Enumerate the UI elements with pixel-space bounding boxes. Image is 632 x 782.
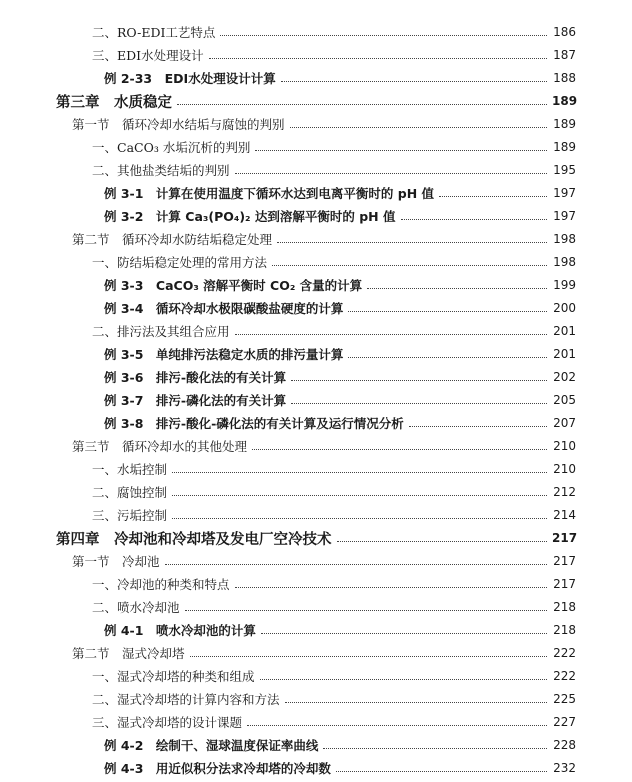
leader-dots — [291, 380, 547, 381]
toc-entry-page: 222 — [553, 669, 576, 683]
toc-entry-page: 214 — [553, 508, 576, 522]
leader-dots — [185, 610, 547, 611]
toc-entry — [0, 595, 632, 619]
toc-entry-page: 222 — [553, 646, 576, 660]
toc-entry-title: 例 4-1 喷水冷却池的计算 — [104, 623, 256, 638]
toc-entry — [0, 365, 632, 389]
leader-dots — [337, 541, 548, 542]
toc-entry-title: 例 3-7 排污-磷化法的有关计算 — [104, 393, 287, 408]
toc-entry-page: 195 — [553, 163, 576, 177]
leader-dots — [281, 81, 547, 82]
toc-entry — [0, 572, 632, 596]
toc-entry-page: 198 — [553, 232, 576, 246]
toc-entry-page: 202 — [553, 370, 576, 384]
toc-entry — [0, 204, 632, 228]
toc-entry — [0, 687, 632, 711]
toc-entry — [0, 66, 632, 90]
leader-dots — [260, 679, 547, 680]
toc-entry-title: 例 2-33 EDI水处理设计计算 — [104, 71, 276, 86]
toc-entry — [0, 112, 632, 136]
leader-dots — [172, 518, 547, 519]
toc-entry-title: 一、水垢控制 — [92, 462, 168, 477]
toc-entry-title: 三、EDI水处理设计 — [92, 48, 204, 63]
toc-entry-page: 189 — [553, 117, 576, 131]
toc-entry — [0, 480, 632, 504]
leader-dots — [285, 702, 547, 703]
leader-dots — [165, 564, 547, 565]
toc-entry-title: 例 3-4 循环冷却水极限碳酸盐硬度的计算 — [104, 301, 344, 316]
toc-entry-page: 205 — [553, 393, 576, 407]
leader-dots — [235, 173, 547, 174]
leader-dots — [261, 633, 547, 634]
leader-dots — [367, 288, 547, 289]
toc-entry — [0, 89, 632, 113]
toc-entry — [0, 664, 632, 688]
toc-entry-title: 例 3-8 排污-酸化-磷化法的有关计算及运行情况分析 — [104, 416, 404, 431]
toc-entry-page: 218 — [553, 623, 576, 637]
toc-entry-page: 218 — [553, 600, 576, 614]
toc-entry-title: 第一节 循环冷却水结垢与腐蚀的判别 — [72, 117, 285, 132]
toc-entry — [0, 733, 632, 757]
toc-entry-title: 例 3-5 单纯排污法稳定水质的排污量计算 — [104, 347, 344, 362]
leader-dots — [290, 127, 547, 128]
toc-entry — [0, 342, 632, 366]
leader-dots — [291, 403, 547, 404]
toc-entry-page: 228 — [553, 738, 576, 752]
toc-entry — [0, 273, 632, 297]
toc-entry-title: 第二节 循环冷却水防结垢稳定处理 — [72, 232, 273, 247]
toc-entry-title: 二、喷水冷却池 — [92, 600, 180, 615]
toc-entry-title: 例 3-1 计算在使用温度下循环水达到电离平衡时的 pH 值 — [104, 186, 435, 201]
toc-entry-title: 第三章 水质稳定 — [56, 94, 172, 111]
toc-entry-page: 201 — [553, 324, 576, 338]
toc-entry — [0, 319, 632, 343]
toc-entry-page: 201 — [553, 347, 576, 361]
toc-entry-title: 二、其他盐类结垢的判别 — [92, 163, 230, 178]
toc-entry-title: 例 3-2 计算 Ca₃(PO₄)₂ 达到溶解平衡时的 pH 值 — [104, 209, 396, 224]
leader-dots — [348, 311, 547, 312]
toc-entry — [0, 20, 632, 44]
toc-entry-title: 一、防结垢稳定处理的常用方法 — [92, 255, 268, 270]
leader-dots — [348, 357, 547, 358]
toc-entry-page: 207 — [553, 416, 576, 430]
toc-entry-page: 186 — [553, 25, 576, 39]
leader-dots — [252, 449, 547, 450]
toc-entry-title: 例 4-3 用近似积分法求冷却塔的冷却数 — [104, 761, 331, 776]
toc-entry-page: 227 — [553, 715, 576, 729]
toc-entry-page: 212 — [553, 485, 576, 499]
toc-entry — [0, 43, 632, 67]
leader-dots — [272, 265, 547, 266]
toc-entry-title: 二、排污法及其组合应用 — [92, 324, 230, 339]
toc-entry — [0, 411, 632, 435]
leader-dots — [247, 725, 547, 726]
toc-entry-title: 例 3-6 排污-酸化法的有关计算 — [104, 370, 287, 385]
toc-entry-title: 二、腐蚀控制 — [92, 485, 168, 500]
toc-entry-title: 例 3-3 CaCO₃ 溶解平衡时 CO₂ 含量的计算 — [104, 278, 363, 293]
toc-entry — [0, 503, 632, 527]
toc-entry-title: 三、污垢控制 — [92, 508, 168, 523]
toc-entry — [0, 618, 632, 642]
toc-entry-title: 第一节 冷却池 — [72, 554, 160, 569]
toc-entry — [0, 250, 632, 274]
leader-dots — [323, 748, 547, 749]
toc-entry-page: 217 — [552, 531, 578, 545]
leader-dots — [235, 587, 547, 588]
toc-entry-page: 217 — [553, 554, 576, 568]
leader-dots — [235, 334, 547, 335]
toc-entry-page: 210 — [553, 439, 576, 453]
toc-entry-page: 189 — [552, 94, 578, 108]
leader-dots — [439, 196, 547, 197]
toc-entry — [0, 135, 632, 159]
toc-entry-title: 第二节 湿式冷却塔 — [72, 646, 185, 661]
toc-entry-page: 232 — [553, 761, 576, 775]
toc-entry — [0, 181, 632, 205]
toc-entry — [0, 296, 632, 320]
leader-dots — [401, 219, 548, 220]
toc-entry-title: 一、湿式冷却塔的种类和组成 — [92, 669, 255, 684]
leader-dots — [336, 771, 547, 772]
toc-entry — [0, 388, 632, 412]
toc-entry-title: 一、冷却池的种类和特点 — [92, 577, 230, 592]
toc-entry-page: 225 — [553, 692, 576, 706]
toc-entry-page: 189 — [553, 140, 576, 154]
toc-entry-page: 197 — [553, 186, 576, 200]
toc-entry — [0, 526, 632, 550]
toc-entry-page: 199 — [553, 278, 576, 292]
toc-entry-page: 187 — [553, 48, 576, 62]
toc-entry — [0, 434, 632, 458]
toc-entry-title: 二、RO-EDI工艺特点 — [92, 25, 216, 40]
leader-dots — [177, 104, 547, 105]
toc-entry-title: 第四章 冷却池和冷却塔及发电厂空冷技术 — [56, 531, 332, 548]
leader-dots — [409, 426, 547, 427]
toc-entry-page: 200 — [553, 301, 576, 315]
toc-entry-title: 二、湿式冷却塔的计算内容和方法 — [92, 692, 280, 707]
toc-entry-title: 第三节 循环冷却水的其他处理 — [72, 439, 248, 454]
toc-entry — [0, 457, 632, 481]
toc-entry — [0, 227, 632, 251]
toc-entry-title: 例 4-2 绘制干、湿球温度保证率曲线 — [104, 738, 319, 753]
toc-entry-page: 217 — [553, 577, 576, 591]
toc-entry-page: 188 — [553, 71, 576, 85]
toc-entry — [0, 641, 632, 665]
toc-entry — [0, 158, 632, 182]
leader-dots — [255, 150, 547, 151]
leader-dots — [277, 242, 547, 243]
leader-dots — [190, 656, 547, 657]
toc-entry-page: 198 — [553, 255, 576, 269]
toc-entry-page: 197 — [553, 209, 576, 223]
toc-entry — [0, 710, 632, 734]
toc-entry — [0, 756, 632, 780]
toc-entry-page: 210 — [553, 462, 576, 476]
toc-entry-title: 三、湿式冷却塔的设计课题 — [92, 715, 243, 730]
leader-dots — [172, 472, 547, 473]
leader-dots — [172, 495, 547, 496]
leader-dots — [220, 35, 547, 36]
toc-entry-title: 一、CaCO₃ 水垢沉析的判别 — [92, 140, 251, 155]
toc-entry — [0, 549, 632, 573]
leader-dots — [209, 58, 547, 59]
